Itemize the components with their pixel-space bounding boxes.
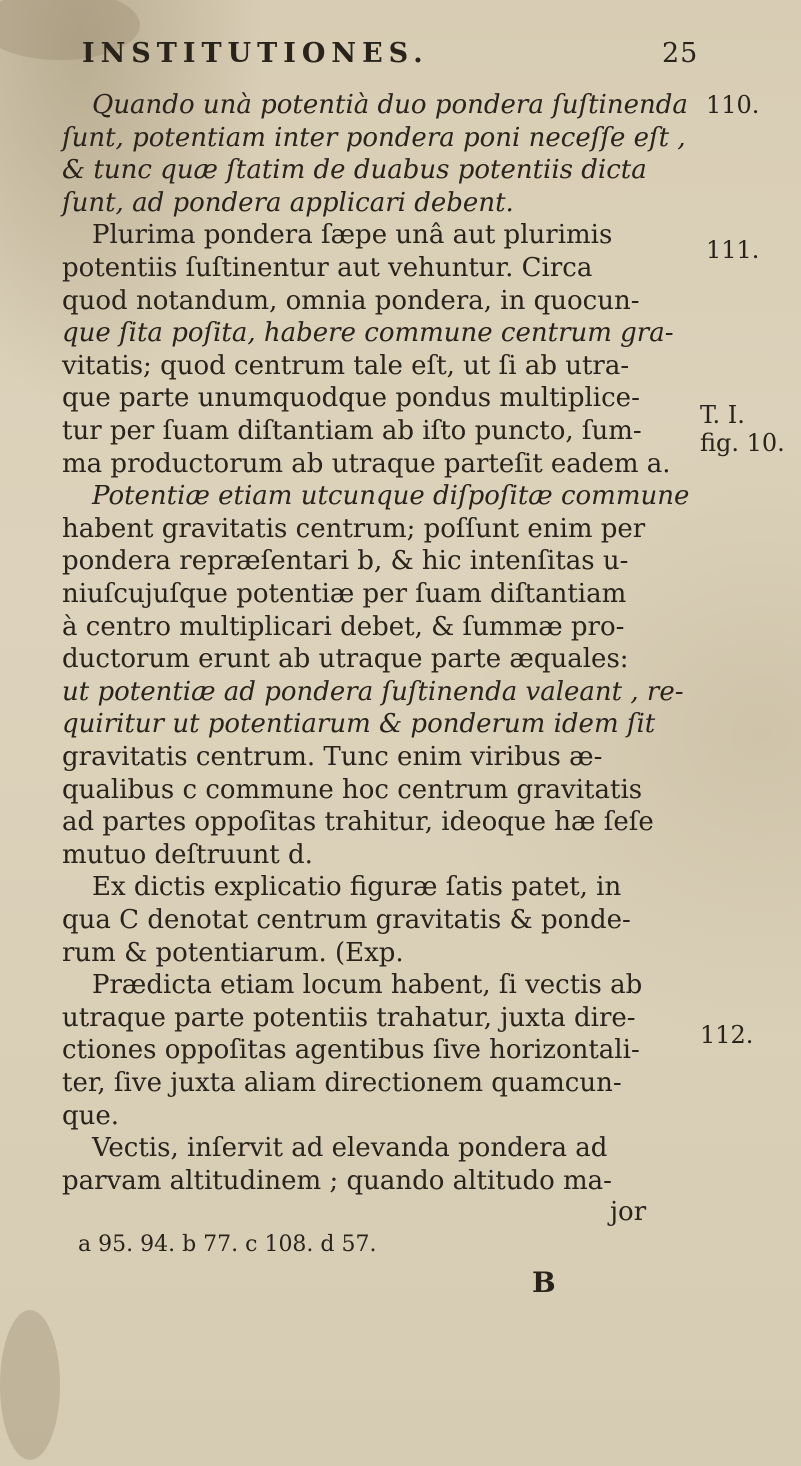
text-line: ad partes oppoſitas trahitur, ideoque hæ ſeſe [62, 807, 654, 838]
text-line: Potentiæ etiam utcunque diſpoſitæ commune [92, 481, 690, 512]
text-line: mutuo deſtruunt d. [62, 839, 313, 870]
text-line: & tunc quæ ſtatim de duabus potentiis dicta [62, 155, 647, 186]
text-line: ſunt, ad pondera applicari debent. [62, 187, 514, 218]
text-line: Prædicta etiam locum habent, ſi vectis ab [92, 970, 643, 1001]
text-line: quiritur ut potentiarum & ponderum idem ſit [62, 709, 656, 740]
text-line: ductorum erunt ab utraque parte æquales: [62, 644, 629, 675]
header-title: INSTITUTIONES. [82, 38, 429, 69]
text-line: ut potentiæ ad pondera ſuſtinenda valeant , re- [62, 676, 684, 707]
text-line: que. [62, 1100, 120, 1131]
text-line: gravitatis centrum. Tunc enim viribus æ- [62, 742, 603, 772]
text-line: à centro multiplicari debet, & ſummæ pro- [62, 611, 625, 642]
text-line: qua C denotat centrum gravitatis & ponde- [62, 905, 631, 935]
margin-number: 110. [706, 91, 760, 119]
text-line: Vectis, inſervit ad elevanda pondera ad [92, 1133, 608, 1164]
footnote-refs: a 95. 94. b 77. c 108. d 57. [78, 1232, 377, 1257]
text-line: potentiis ſuſtinentur aut vehuntur. Circa [62, 253, 593, 283]
text-line: ſunt, potentiam inter pondera poni neceſſe eſt , [62, 122, 686, 153]
margin-number: 112. [700, 1021, 754, 1049]
text-line: habent gravitatis centrum; poſſunt enim per [62, 513, 646, 544]
text-line: parvam altitudinem ; quando altitudo ma- [62, 1165, 612, 1196]
text-line: niuſcujuſque potentiæ per ſuam diſtantiam [62, 579, 627, 609]
text-line: quod notandum, omnia pondera, in quocun- [62, 285, 640, 316]
text-line: vitatis; quod centrum tale eſt, ut ſi ab utra- [62, 350, 630, 381]
text-line: Plurima pondera ſæpe unâ aut plurimis [92, 220, 613, 251]
text-line: ter, ſive juxta aliam directionem quamcun- [62, 1068, 622, 1098]
signature-mark: B [532, 1266, 556, 1299]
text-line: utraque parte potentiis trahatur, juxta dire- [62, 1002, 636, 1033]
page-stain [0, 1310, 60, 1460]
margin-number: 111. [706, 236, 760, 264]
text-line: rum & potentiarum. (Exp. [62, 937, 404, 968]
text-line: que parte unumquodque pondus multiplice- [62, 383, 640, 414]
catchword: jor [610, 1197, 647, 1227]
margin-ref: T. I. [700, 401, 745, 429]
text-line: Ex dictis explicatio figuræ ſatis patet, in [92, 872, 622, 903]
text-line: tur per ſuam diſtantiam ab iſto puncto, ſum- [62, 416, 642, 446]
text-line: que ſita poſita, habere commune centrum gra- [62, 318, 674, 349]
text-line: pondera repræſentari b, & hic intenſitas u- [62, 546, 629, 577]
page-number: 25 [662, 38, 699, 69]
text-line: ma productorum ab utraque parteſit eadem a. [62, 448, 671, 479]
margin-ref: fig. 10. [700, 429, 785, 457]
text-line: Quando unà potentià duo pondera ſuſtinenda [92, 90, 688, 120]
text-line: ctiones oppoſitas agentibus ſive horizontali- [62, 1035, 640, 1066]
text-line: qualibus c commune hoc centrum gravitatis [62, 774, 643, 805]
running-header [82, 38, 702, 69]
